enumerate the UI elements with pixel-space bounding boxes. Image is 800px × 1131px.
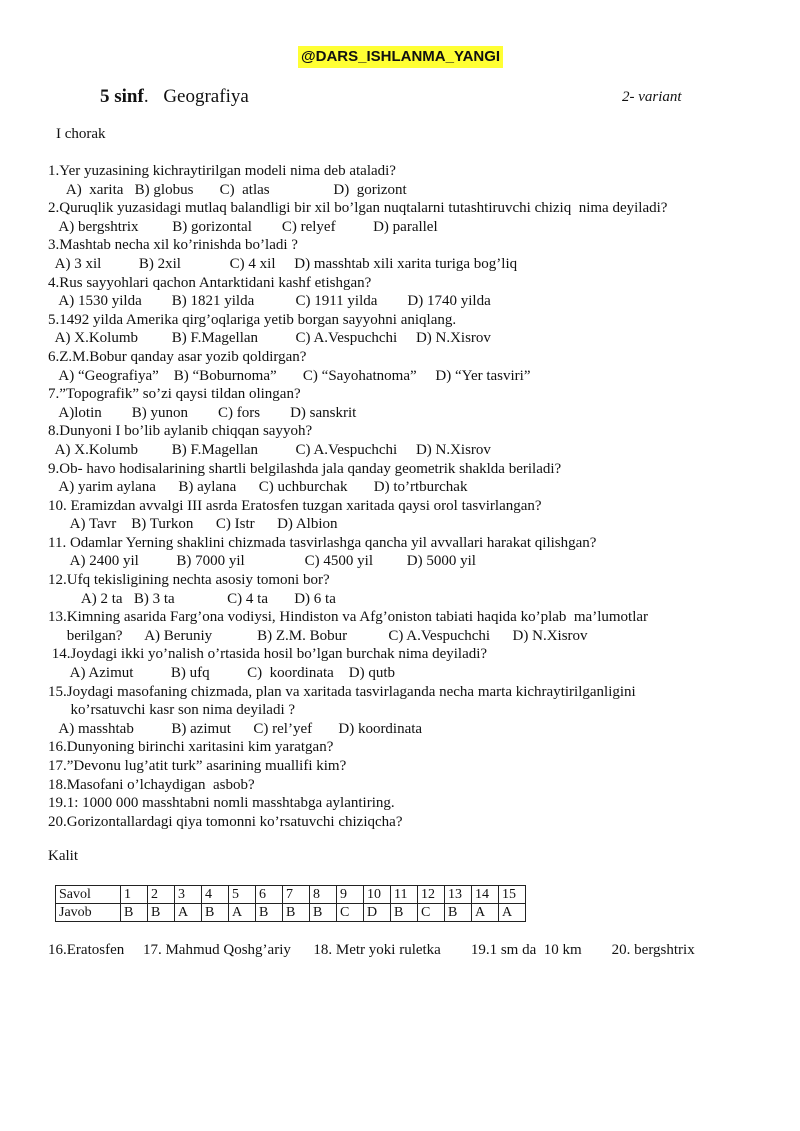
savol-cell: 10 [364,886,391,904]
question-line: A) 3 xil B) 2xil C) 4 xil D) masshtab xili xarita turiga bog’liq [48,255,518,272]
question-line: 9.Ob- havo hodisalarining shartli belgilashda jala qanday geometrik shaklda beriladi? [48,460,562,477]
javob-header: Javob [56,904,121,922]
savol-cell: 5 [229,886,256,904]
question-line: 15.Joydagi masofaning chizmada, plan va xaritada tasvirlaganda necha marta kichraytirilganligini [48,683,636,700]
javob-cell: B [121,904,148,922]
question-line: 7.”Topografik” so’zi qaysi tildan olingan? [48,386,301,403]
javob-cell: A [175,904,202,922]
question-line: 10. Eramizdan avvalgi III asrda Eratosfen tuzgan xaritada qaysi orol tasvirlangan? [48,497,542,514]
savol-cell: 12 [418,886,445,904]
channel-banner: @DARS_ISHLANMA_YANGI [298,46,503,68]
table-row [56,904,526,922]
question-line: 1.Yer yuzasining kichraytirilgan modeli nima deb ataladi? [48,163,396,179]
question-line: ko’rsatuvchi kasr son nima deyiladi ? [48,702,296,719]
question-line: A) X.Kolumb B) F.Magellan C) A.Vespuchchi D) N.Xisrov [48,330,491,347]
extra-answers: 16.Eratosfen 17. Mahmud Qoshg’ariy 18. Metr yoki ruletka 19.1 sm da 10 km 20. bergshtrix [48,942,695,958]
question-line: 6.Z.M.Bobur qanday asar yozib qoldirgan? [48,348,307,365]
javob-cell: A [472,904,499,922]
savol-cell: 11 [391,886,418,904]
javob-cell: B [202,904,229,922]
javob-cell: D [364,904,391,922]
savol-cell: 4 [202,886,229,904]
savol-cell: 2 [148,886,175,904]
question-line: A)lotin B) yunon C) fors D) sanskrit [48,404,357,421]
question-line: A) X.Kolumb B) F.Magellan C) A.Vespuchchi D) N.Xisrov [48,441,491,458]
question-line: 3.Mashtab necha xil ko’rinishda bo’ladi ? [48,237,298,254]
question-line: 14.Joydagi ikki yo’nalish o’rtasida hosil bo’lgan burchak nima deyiladi? [48,646,488,663]
javob-cell: C [337,904,364,922]
question-line: A) “Geografiya” B) “Boburnoma” C) “Sayohatnoma” D) “Yer tasviri” [48,367,531,384]
savol-cell: 8 [310,886,337,904]
question-line: 16.Dunyoning birinchi xaritasini kim yaratgan? [48,739,334,756]
savol-cell: 6 [256,886,283,904]
javob-cell: B [283,904,310,922]
question-line: A) yarim aylana B) aylana C) uchburchak D) to’rtburchak [48,479,468,496]
question-line: 4.Rus sayyohlari qachon Antarktidani kashf etishgan? [48,274,372,291]
savol-cell: 7 [283,886,310,904]
question-list [48,162,748,831]
savol-header: Savol [56,886,121,904]
javob-cell: B [310,904,337,922]
javob-cell: A [499,904,526,922]
variant-label: 2- variant [622,89,682,105]
question-line: A) 1530 yilda B) 1821 yilda C) 1911 yilda D) 1740 yilda [48,293,491,310]
question-line: A) bergshtrix B) gorizontal C) relyef D) parallel [48,218,438,235]
answer-key-table [55,885,526,922]
subject-label: Geografiya [163,86,249,107]
question-line: 2.Quruqlik yuzasidagi mutlaq balandligi bir xil bo’lgan nuqtalarni tutashtiruvchi chiziq nima deyiladi? [48,200,668,217]
quarter-label: I chorak [56,126,106,142]
table-row [56,886,526,904]
savol-cell: 9 [337,886,364,904]
page-title [100,86,700,110]
savol-cell: 15 [499,886,526,904]
question-line: A) xarita B) globus C) atlas D) gorizont [48,181,407,198]
title-dot: . [143,86,149,107]
question-line: A) Tavr B) Turkon C) Istr D) Albion [48,516,338,533]
question-line: 20.Gorizontallardagi qiya tomonni ko’rsatuvchi chiziqcha? [48,813,403,830]
question-line: 17.”Devonu lug’atit turk” asarining muallifi kim? [48,758,347,774]
question-line: 8.Dunyoni I bo’lib aylanib chiqqan sayyoh? [48,423,313,440]
javob-cell: A [229,904,256,922]
question-line: berilgan? A) Beruniy B) Z.M. Bobur C) A.Vespuchchi D) N.Xisrov [48,627,588,644]
question-line: A) Azimut B) ufq C) koordinata D) qutb [48,665,396,682]
savol-cell: 3 [175,886,202,904]
answer-key-title: Kalit [48,848,78,864]
javob-cell: C [418,904,445,922]
savol-cell: 14 [472,886,499,904]
question-line: 19.1: 1000 000 masshtabni nomli masshtabga aylantiring. [48,795,395,812]
question-line: A) 2400 yil B) 7000 yil C) 4500 yil D) 5000 yil [48,553,476,570]
javob-cell: B [256,904,283,922]
grade-label: 5 sinf [100,86,144,107]
savol-cell: 1 [121,886,148,904]
question-line: 13.Kimning asarida Farg’ona vodiysi, Hindiston va Afg’oniston tabiati haqida ko’plab ma’lumotlar [48,609,649,626]
question-line: 5.1492 yilda Amerika qirg’oqlariga yetib borgan sayyohni aniqlang. [48,311,457,328]
javob-cell: B [391,904,418,922]
savol-cell: 13 [445,886,472,904]
question-line: A) 2 ta B) 3 ta C) 4 ta D) 6 ta [48,590,336,607]
javob-cell: B [148,904,175,922]
question-line: A) masshtab B) azimut C) rel’yef D) koordinata [48,720,423,737]
question-line: 12.Ufq tekisligining nechta asosiy tomoni bor? [48,572,330,589]
question-line: 18.Masofani o’lchaydigan asbob? [48,776,255,793]
javob-cell: B [445,904,472,922]
question-line: 11. Odamlar Yerning shaklini chizmada tasvirlashga qancha yil avvallari harakat qilishgan? [48,534,597,551]
